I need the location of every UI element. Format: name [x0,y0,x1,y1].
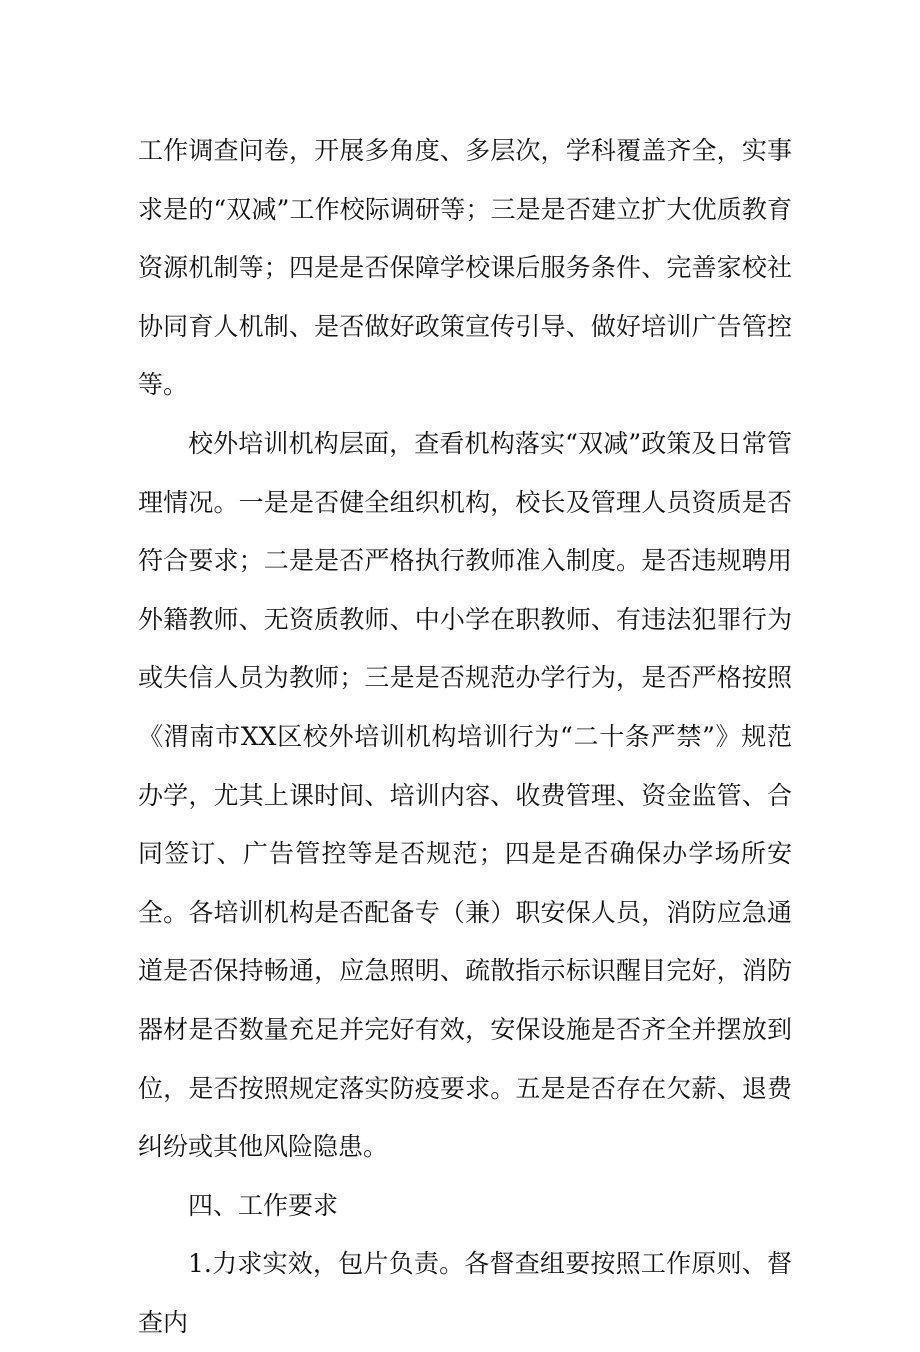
paragraph-training-institutions: 校外培训机构层面，查看机构落实“双减”政策及日常管理情况。一是是否健全组织机构，校长及管理人员资质是否符合要求；二是是否严格执行教师准入制度。是否违规聘用外籍教师、无资质教师、中小学在职教师、有违法犯罪行为或失信人员为教师；三是是否规范办学行为，是否严格按照《渭南市XX区校外培训机构培训行为“二十条严禁”》规范办学，尤其上课时间、培训内容、收费管理、资金监管、合同签订、广告管控等是否规范；四是是否确保办学场所安全。各培训机构是否配备专（兼）职安保人员，消防应急通道是否保持畅通，应急照明、疏散指示标识醒目完好，消防器材是否数量充足并完好有效，安保设施是否齐全并摆放到位，是否按照规定落实防疫要求。五是是否存在欠薪、退费纠纷或其他风险隐患。 [138,428,792,1162]
paragraph-requirement-1: 1.力求实效，包片负责。各督查组要按照工作原则、督查内 [138,1249,792,1337]
document-body [138,122,792,1352]
section-heading-work-requirements: 四、工作要求 [188,1190,339,1220]
paragraph-continuation: 工作调查问卷，开展多角度、多层次，学科覆盖齐全，实事求是的“双减”工作校际调研等；三是是否建立扩大优质教育资源机制等；四是是否保障学校课后服务条件、完善家校社协同育人机制、是否做好政策宣传引导、做好培训广告管控等。 [138,136,792,400]
